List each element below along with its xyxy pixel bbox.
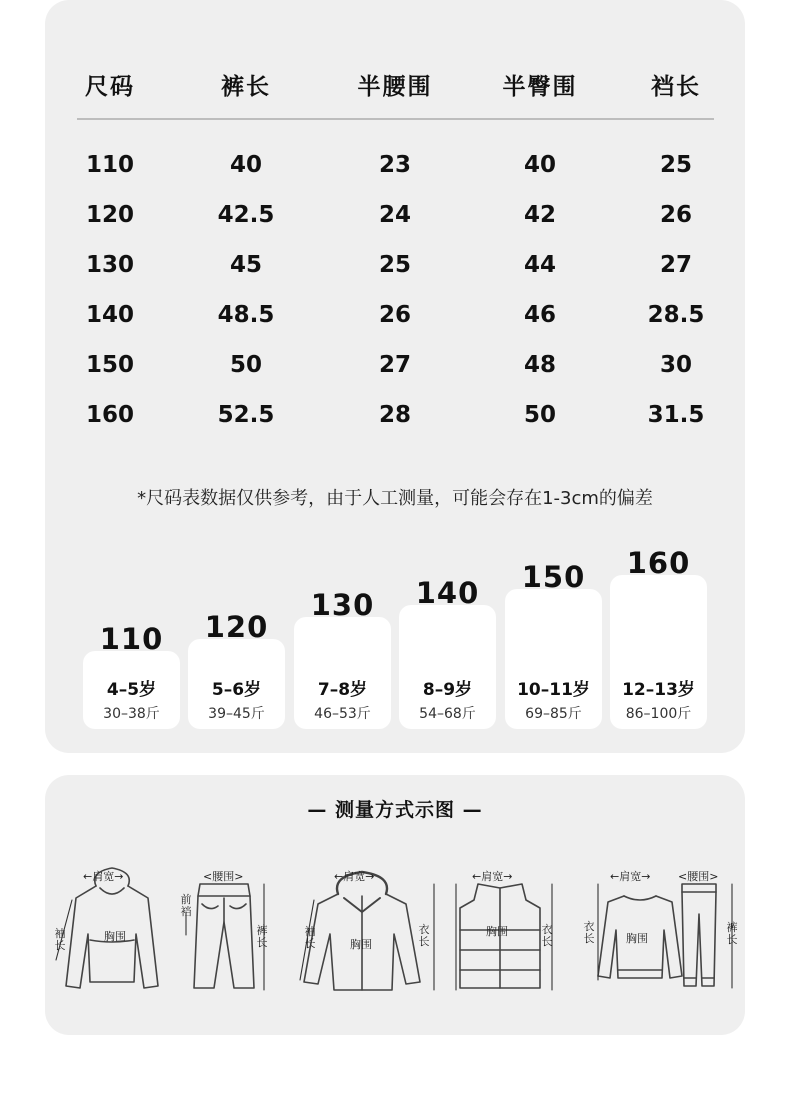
size-card-weight: 69–85斤 [525, 706, 582, 722]
jeans-icon [194, 884, 254, 988]
table-cell: 110 [85, 152, 135, 178]
size-card-size: 150 [521, 560, 586, 594]
label-sleeve-2: 袖长 [304, 925, 316, 950]
label-waist-1: <腰围> [203, 870, 244, 883]
header-pants-length: 裤长 [221, 74, 271, 100]
measurement-title: — 测量方式示图 — [307, 799, 483, 821]
size-card-weight: 30–38斤 [103, 706, 160, 722]
table-cell: 140 [85, 302, 135, 328]
table-cell: 30 [659, 352, 693, 378]
table-cell: 26 [378, 302, 412, 328]
label-shoulder-1: ←肩宽→ [83, 870, 124, 883]
header-rise: 裆长 [651, 74, 701, 100]
table-cell: 28.5 [647, 302, 705, 328]
size-card-age: 5–6岁 [211, 680, 262, 700]
size-card-age: 8–9岁 [422, 680, 473, 700]
label-shoulder-4: ←肩宽→ [610, 870, 651, 883]
size-card-weight: 54–68斤 [419, 706, 476, 722]
table-cell: 46 [523, 302, 557, 328]
table-cell: 44 [523, 252, 557, 278]
label-chest-1: 胸围 [104, 930, 126, 943]
size-card-size: 160 [626, 546, 691, 580]
label-chest-4: 胸围 [626, 932, 648, 945]
table-cell: 27 [659, 252, 693, 278]
label-body-length-2: 衣长 [541, 923, 553, 948]
table-cell: 25 [378, 252, 412, 278]
label-body-length-3: 衣长 [583, 920, 595, 945]
table-cell: 40 [523, 152, 557, 178]
table-cell: 48.5 [217, 302, 275, 328]
table-cell: 150 [85, 352, 135, 378]
table-cell: 50 [229, 352, 263, 378]
header-half-hip: 半臀围 [502, 74, 578, 100]
table-cell: 31.5 [647, 402, 705, 428]
size-card-age: 12–13岁 [622, 680, 695, 700]
label-shoulder-3: ←肩宽→ [472, 870, 513, 883]
table-cell: 27 [378, 352, 412, 378]
size-card-age: 7–8岁 [317, 680, 368, 700]
size-card-size: 140 [415, 576, 480, 610]
table-cell: 160 [85, 402, 135, 428]
header-half-waist: 半腰围 [357, 74, 433, 100]
label-pants-length-1: 裤长 [256, 924, 268, 949]
table-cell: 25 [659, 152, 693, 178]
size-card-age: 4–5岁 [106, 680, 157, 700]
table-cell: 50 [523, 402, 557, 428]
size-card-weight: 86–100斤 [625, 706, 692, 722]
label-body-length-1: 衣长 [418, 923, 430, 948]
table-cell: 48 [523, 352, 557, 378]
label-chest-2: 胸围 [350, 938, 372, 951]
table-cell: 23 [378, 152, 412, 178]
table-cell: 42.5 [217, 202, 275, 228]
jogger-pants-icon [682, 884, 716, 986]
table-cell: 28 [378, 402, 412, 428]
table-cell: 24 [378, 202, 412, 228]
table-cell: 40 [229, 152, 263, 178]
label-waist-2: <腰围> [678, 870, 719, 883]
label-front-rise: 前裆 [180, 893, 192, 918]
size-card-size: 120 [204, 610, 269, 644]
table-cell: 130 [85, 252, 135, 278]
table-cell: 26 [659, 202, 693, 228]
size-card-weight: 39–45斤 [208, 706, 265, 722]
table-cell: 45 [229, 252, 263, 278]
label-sleeve-1: 袖长 [54, 927, 66, 952]
size-card-size: 130 [310, 588, 375, 622]
table-cell: 52.5 [217, 402, 275, 428]
zip-hoodie-icon [304, 872, 420, 990]
size-card-weight: 46–53斤 [314, 706, 371, 722]
table-cell: 42 [523, 202, 557, 228]
size-card-size: 110 [99, 622, 164, 656]
table-cell: 120 [85, 202, 135, 228]
label-shoulder-2: ←肩宽→ [334, 870, 375, 883]
header-size: 尺码 [85, 74, 135, 100]
size-card-age: 10–11岁 [517, 680, 590, 700]
size-note: *尺码表数据仅供参考，由于人工测量，可能会存在1-3cm的偏差 [137, 488, 653, 509]
label-chest-3: 胸围 [486, 925, 508, 938]
label-pants-length-2: 裤长 [726, 921, 738, 946]
